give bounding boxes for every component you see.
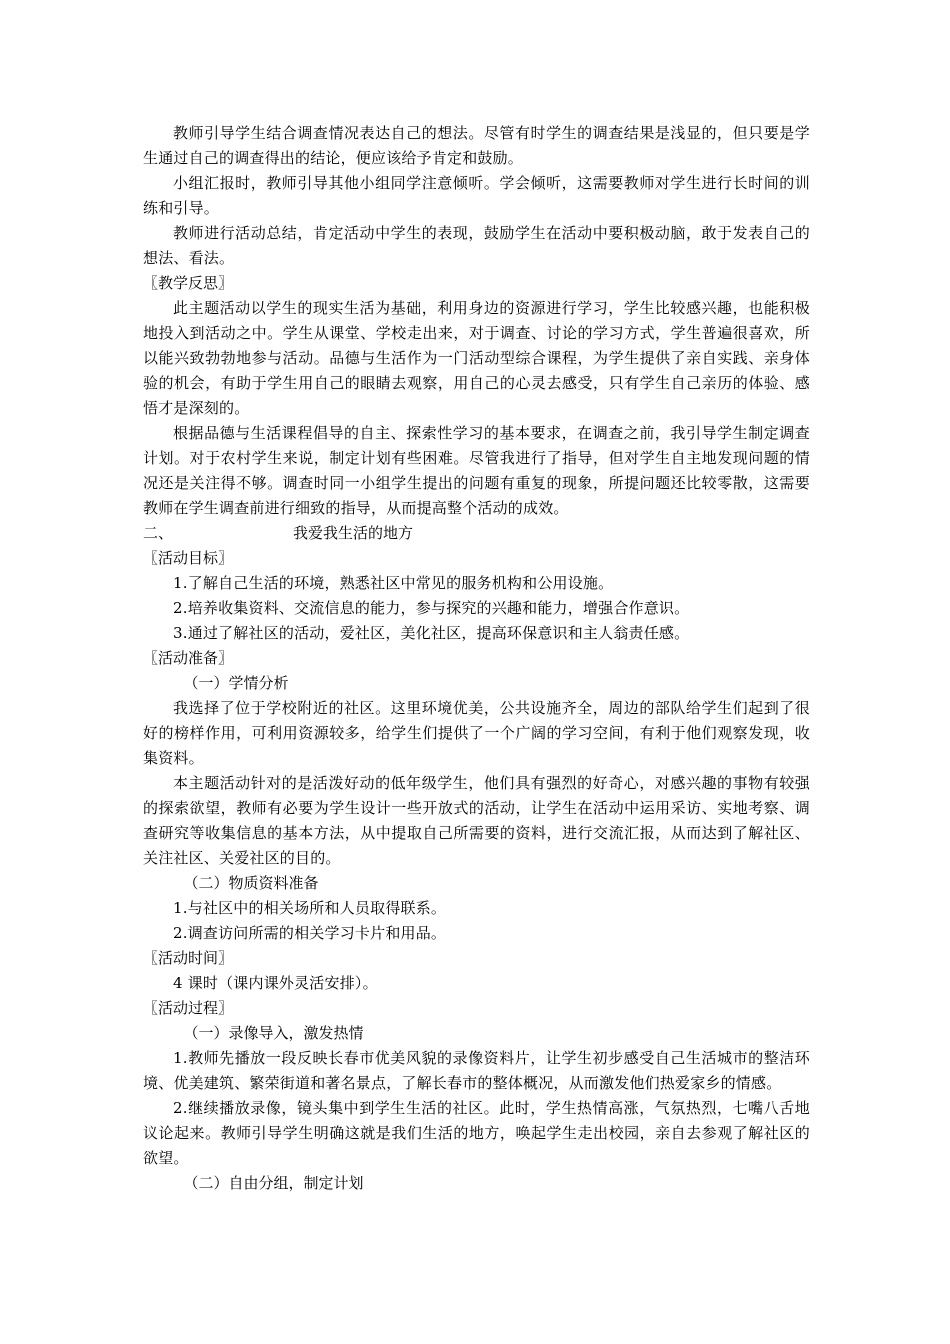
heading-activity-goal: 〖活动目标〗 (143, 549, 234, 567)
heading-teaching-reflection: 〖教学反思〗 (143, 274, 234, 292)
paragraph: 4 课时（课内课外灵活安排）。 (173, 974, 378, 992)
paragraph: 教师引导学生结合调查情况表达自己的想法。尽管有时学生的调查结果是浅显的，但只要是学生通过自己的调查得出的结论，便应该给予肯定和鼓励。 (143, 124, 810, 167)
list-item: 1.与社区中的相关场所和人员取得联系。 (173, 899, 447, 917)
section-number: 二、 (143, 524, 174, 542)
paragraph: 小组汇报时，教师引导其他小组同学注意倾听。学会倾听，这需要教师对学生进行长时间的训练和引导。 (143, 174, 810, 217)
paragraph: 我选择了位于学校附近的社区。这里环境优美，公共设施齐全，周边的部队给学生们起到了很好的榜样作用，可利用资源较多，给学生们提供了一个广阔的学习空间，有利于他们观察发现，收集资料。 (143, 699, 810, 767)
list-item: 2.继续播放录像，镜头集中到学生生活的社区。此时，学生热情高涨，气氛热烈，七嘴八舌地议论起来。教师引导学生明确这就是我们生活的地方，唤起学生走出校园，亲自去参观了解社区的欲望。 (143, 1099, 810, 1167)
heading-activity-process: 〖活动过程〗 (143, 999, 234, 1017)
heading-activity-prep: 〖活动准备〗 (143, 649, 234, 667)
paragraph: 根据品德与生活课程倡导的自主、探索性学习的基本要求，在调查之前，我引导学生制定调查计划。对于农村学生来说，制定计划有些困难。尽管我进行了指导，但对学生自主地发现问题的情况还是关注得不够。调查时同一小组学生提出的问题有重复的现象，所提问题还比较零散，这需要教师在学生调查前进行细致的指导，从而提高整个活动的成效。 (143, 424, 810, 517)
list-item: 1.了解自己生活的环境，熟悉社区中常见的服务机构和公用设施。 (173, 574, 614, 592)
section-title-text: 我爱我生活的地方 (293, 524, 414, 542)
document-body (143, 121, 810, 1196)
heading-activity-time: 〖活动时间〗 (143, 949, 234, 967)
list-item: 2.调查访问所需的相关学习卡片和用品。 (173, 924, 447, 942)
subheading: （一）学情分析 (183, 674, 289, 692)
paragraph: 本主题活动针对的是活泼好动的低年级学生，他们具有强烈的好奇心，对感兴趣的事物有较强的探索欲望，教师有必要为学生设计一些开放式的活动，让学生在活动中运用采访、实地考察、调查研究等收集信息的基本方法，从中提取自己所需要的资料，进行交流汇报，从而达到了解社区、关注社区、关爱社区的目的。 (143, 774, 810, 867)
list-item: 2.培养收集资料、交流信息的能力，参与探究的兴趣和能力，增强合作意识。 (173, 599, 690, 617)
paragraph: 此主题活动以学生的现实生活为基础，利用身边的资源进行学习，学生比较感兴趣，也能积极地投入到活动之中。学生从课堂、学校走出来，对于调查、讨论的学习方式，学生普遍很喜欢，所以能兴致勃勃地参与活动。品德与生活作为一门活动型综合课程，为学生提供了亲自实践、亲身体验的机会，有助于学生用自己的眼睛去观察，用自己的心灵去感受，只有学生自己亲历的体验、感悟才是深刻的。 (143, 299, 810, 417)
section-title (143, 521, 810, 546)
list-item: 1.教师先播放一段反映长春市优美风貌的录像资料片，让学生初步感受自己生活城市的整洁环境、优美建筑、繁荣街道和著名景点，了解长春市的整体概况，从而激发他们热爱家乡的情感。 (143, 1049, 810, 1092)
subheading: （一）录像导入，激发热情 (183, 1024, 364, 1042)
subheading: （二）物质资料准备 (183, 874, 319, 892)
subheading: （二）自由分组，制定计划 (183, 1174, 364, 1192)
list-item: 3.通过了解社区的活动，爱社区，美化社区，提高环保意识和主人翁责任感。 (173, 624, 690, 642)
paragraph: 教师进行活动总结，肯定活动中学生的表现，鼓励学生在活动中要积极动脑，敢于发表自己的想法、看法。 (143, 224, 810, 267)
